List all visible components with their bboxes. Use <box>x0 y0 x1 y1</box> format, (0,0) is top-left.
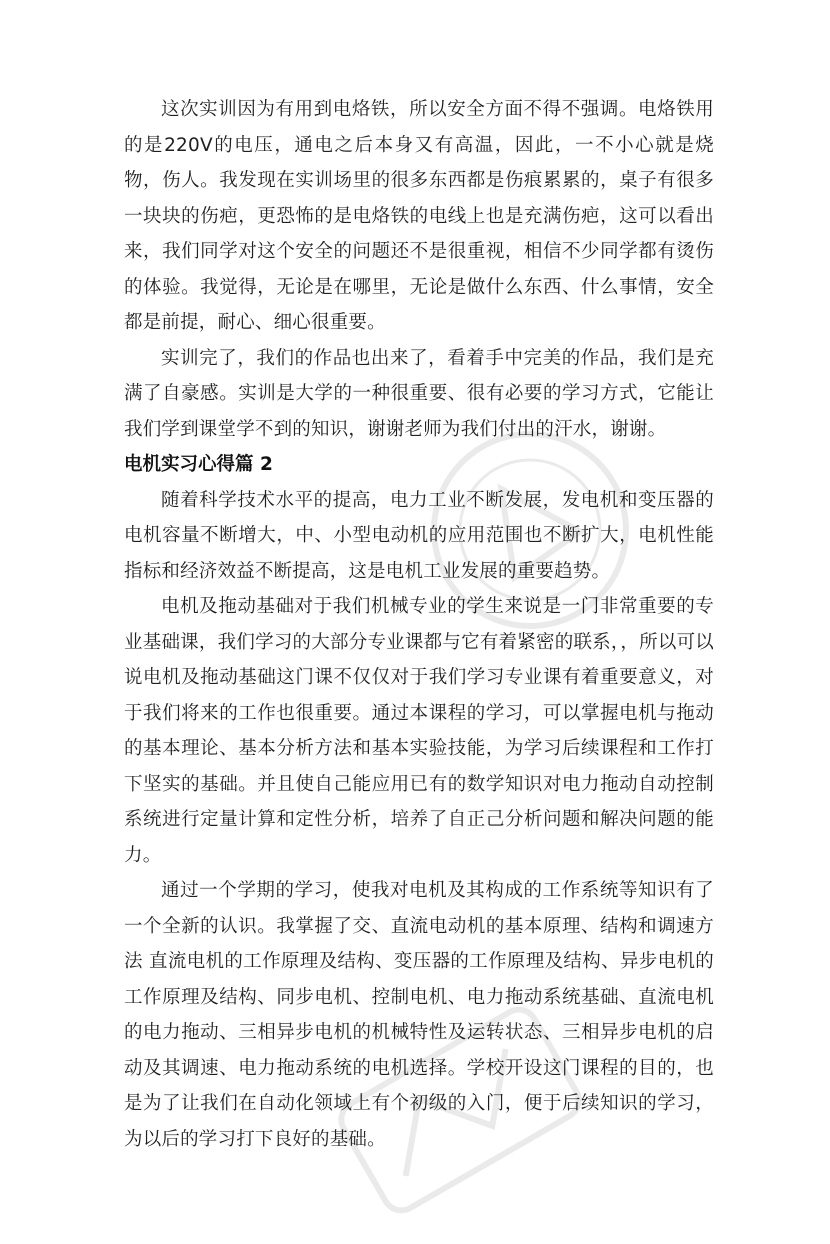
paragraph-safety: 这次实训因为有用到电烙铁，所以安全方面不得不强调。电烙铁用的是220V的电压，通电之后本身又有高温，因此，一不小心就是烧物，伤人。我发现在实训场里的很多东西都是伤痕累累的，桌子有很多一块块的伤疤，更恐怖的是电烙铁的电线上也是充满伤疤，这可以看出来，我们同学对这个安全的问题还不是很重视，相信不少同学都有烫伤的体验。我觉得，无论是在哪里，无论是做什么东西、什么事情，安全都是前提，耐心、细心很重要。 <box>124 99 714 333</box>
paragraph-intro: 随着科学技术水平的提高，电力工业不断发展，发电机和变压器的电机容量不断增大，中、小型电动机的应用范围也不断扩大，电机性能指标和经济效益不断提高，这是电机工业发展的重要趋势。 <box>124 489 714 582</box>
document-body <box>124 92 714 1157</box>
section-heading: 电机实习心得篇 2 <box>124 454 273 475</box>
paragraph-conclusion: 实训完了，我们的作品也出来了，看着手中完美的作品，我们是充满了自豪感。实训是大学的一种很重要、很有必要的学习方式，它能让我们学到课堂学不到的知识，谢谢老师为我们付出的汗水，谢谢。 <box>124 347 714 440</box>
paragraph-course-importance: 电机及拖动基础对于我们机械专业的学生来说是一门非常重要的专业基础课，我们学习的大部分专业课都与它有着紧密的联系，，所以可以说电机及拖动基础这门课不仅仅对于我们学习专业课有着重要意义，对于我们将来的工作也很重要。通过本课程的学习，可以掌握电机与拖动的基本理论、基本分析方法和基本实验技能，为学习后续课程和工作打下坚实的基础。并且使自己能应用已有的数学知识对电力拖动自动控制系统进行定量计算和定性分析，培养了自正己分析问题和解决问题的能力。 <box>124 596 714 866</box>
paragraph-learning-summary: 通过一个学期的学习，使我对电机及其构成的工作系统等知识有了一个全新的认识。我掌握了交、直流电动机的基本原理、结构和调速方法 直流电机的工作原理及结构、变压器的工作原理及结构、异步电机的工作原理及结构、同步电机、控制电机、电力拖动系统基础、直流电机的电力拖动、三相异步电机的机械特性及运转状态、三相异步电机的启动及其调速、电力拖动系统的电机选择。学校开设这门课程的目的，也是为了让我们在自动化领域上有个初级的入门，便于后续知识的学习，为以后的学习打下良好的基础。 <box>124 880 714 1150</box>
